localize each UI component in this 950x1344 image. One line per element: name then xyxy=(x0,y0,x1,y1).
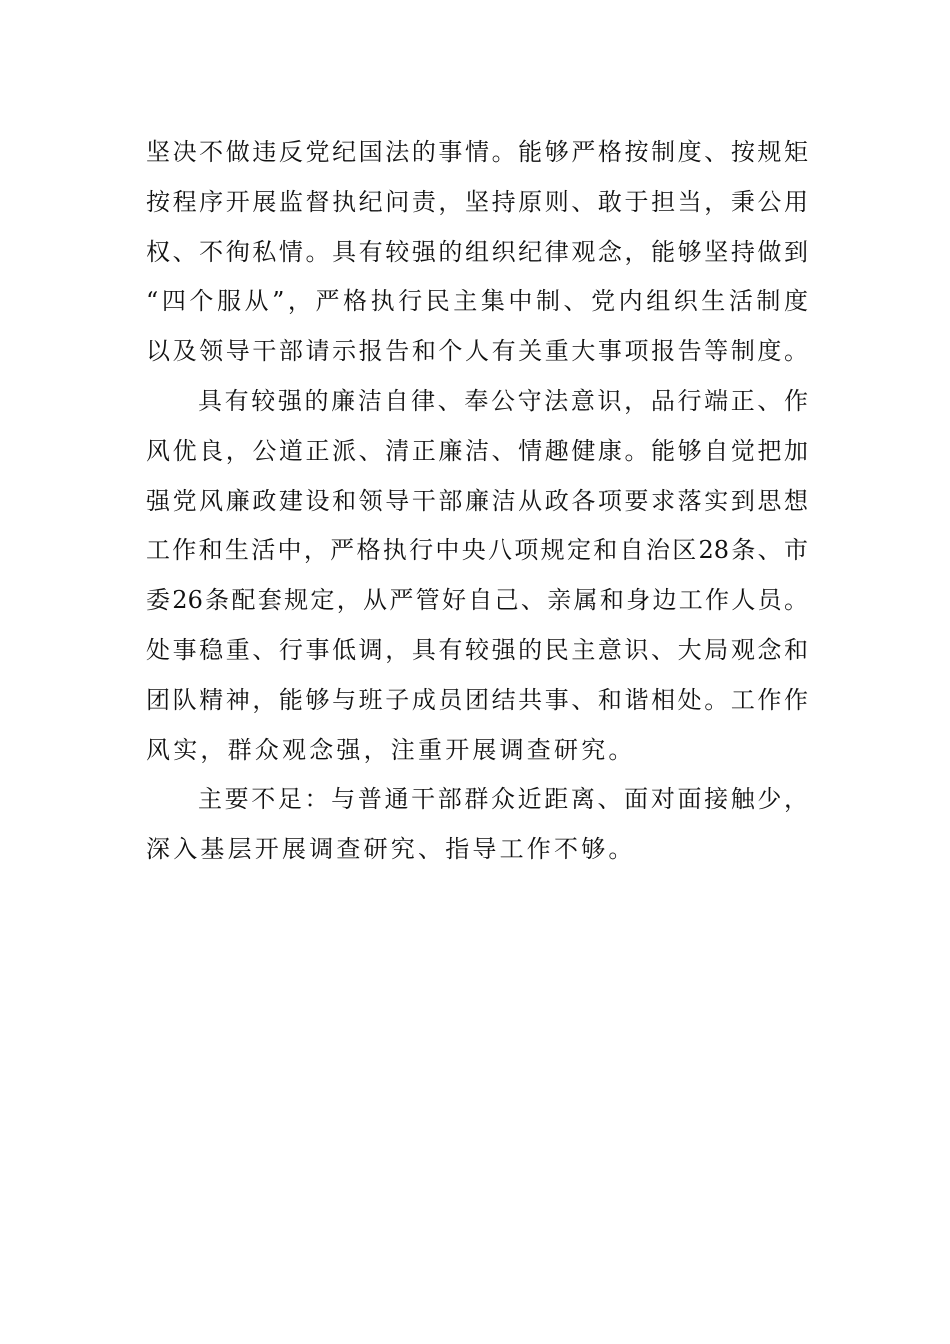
text-line: 处事稳重、行事低调，具有较强的民主意识、大局观念和 xyxy=(146,635,808,664)
text-line: 委26条配套规定，从严管好自己、亲属和身边工作人员。 xyxy=(146,586,808,615)
text-line: 工作和生活中，严格执行中央八项规定和自治区28条、市 xyxy=(146,536,808,565)
text-line: “四个服从”，严格执行民主集中制、党内组织生活制度 xyxy=(146,287,808,316)
paragraph-start-line: 具有较强的廉洁自律、奉公守法意识，品行端正、作 xyxy=(198,386,808,415)
text-line: 风实，群众观念强，注重开展调查研究。 xyxy=(146,735,636,764)
text-line: 风优良，公道正派、清正廉洁、情趣健康。能够自觉把加 xyxy=(146,436,808,465)
text-line: 按程序开展监督执纪问责，坚持原则、敢于担当，秉公用 xyxy=(146,187,808,216)
paragraph-start-line: 主要不足：与普通干部群众近距离、面对面接触少， xyxy=(198,785,808,814)
text-line: 团队精神，能够与班子成员团结共事、和谐相处。工作作 xyxy=(146,685,808,714)
text-line: 权、不徇私情。具有较强的组织纪律观念，能够坚持做到 xyxy=(146,237,808,266)
body-text xyxy=(146,128,808,875)
text-line: 强党风廉政建设和领导干部廉洁从政各项要求落实到思想 xyxy=(146,486,808,515)
text-line: 以及领导干部请示报告和个人有关重大事项报告等制度。 xyxy=(146,337,808,366)
text-line: 深入基层开展调查研究、指导工作不够。 xyxy=(146,835,636,864)
text-line: 坚决不做违反党纪国法的事情。能够严格按制度、按规矩 xyxy=(146,138,808,166)
